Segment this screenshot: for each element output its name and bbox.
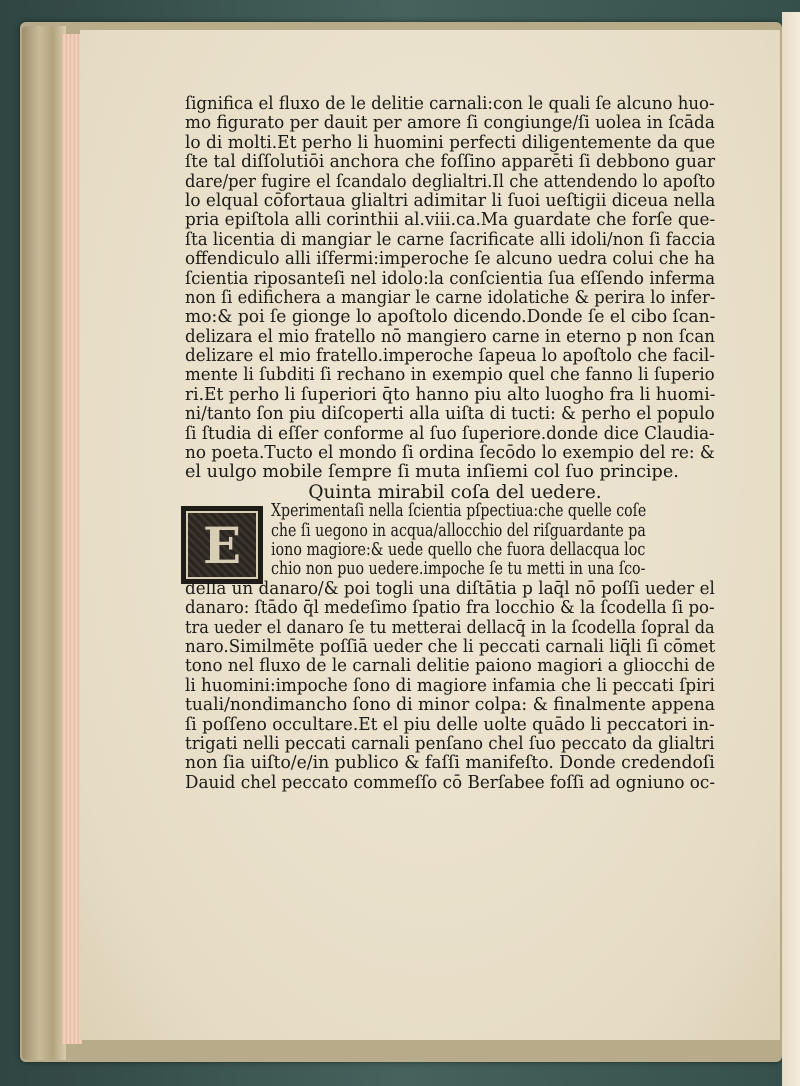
book-gutter (22, 26, 66, 1060)
text-line: ri.Et perho li ſuperiori q̄to hanno piu alto luogho fra li huomi- (185, 384, 716, 405)
initial-letter: E (202, 515, 242, 575)
text-line: danaro: ſtādo q̄l medeſimo ſpatio fra locchio & la ſcodella ſi po- (185, 598, 715, 619)
text-line: offendiculo alli iſfermi:imperoche ſe alcuno uedra colui che ha (185, 249, 716, 270)
text-block (185, 95, 715, 793)
chapter-heading: Quinta mirabil coſa del uedere. (308, 481, 602, 503)
text-line: tra ueder el danaro ſe tu metterai dellacq̄ in la ſcodella ſopral da (185, 617, 715, 638)
text-line: della un danaro/& poi togli una diſtātia p laq̄l nō poſſi ueder el (185, 578, 715, 599)
text-line: tuali/nondimancho ſono di minor colpa: & finalmente appena (185, 695, 715, 716)
text-line: mente li ſubditi ſi rechano in exempio quel che fanno li ſuperio (185, 365, 715, 386)
text-line: pria epiſtola alli corinthii al.viii.ca.Ma guardate che forſe que- (185, 210, 716, 231)
text-line: dare/per fugire el ſcandalo deglialtri.Il che attendendo lo apoſto (185, 171, 716, 192)
text-line: naro.Similmēte poſſiā ueder che li peccati carnali liq̄li ſi cōmet (185, 636, 716, 657)
text-line: el uulgo mobile ſempre ſi muta inſiemi col ſuo principe. (185, 462, 679, 483)
text-line: ſcientia riposanteſi nel idolo:la conſcientia ſua eſſendo inferma (185, 268, 716, 289)
text-line: iono magiore:& uede quello che fuora dellacqua loc (271, 539, 646, 560)
text-line: delizare el mio fratello.imperoche ſapeua lo apoſtolo che facil- (185, 346, 715, 367)
facing-page-edge (782, 12, 800, 1086)
text-line: mo:& poi ſe gionge lo apoſtolo dicendo.Donde ſe el cibo ſcan- (185, 307, 716, 328)
initial-paragraph (185, 502, 715, 580)
text-line: ſi poſſeno occultare.Et el piu delle uolte quādo li peccatori in- (185, 714, 715, 735)
text-line: Xperimentaſi nella ſcientia pſpectiua:che quelle coſe (271, 501, 647, 522)
text-line: li huomini:impoche ſono di magiore infamia che li peccati ſpiri (185, 675, 715, 696)
text-line: tono nel fluxo de le carnali delitie paiono magiori a gliocchi de (185, 656, 716, 677)
text-line: Dauid chel peccato commeſſo cō Berſabee foſſi ad ogniuno oc- (185, 772, 715, 793)
text-line: mo figurato per dauit per amore ſi congiunge/ſi uolea in ſcāda (185, 113, 715, 134)
text-line: no poeta.Tucto el mondo ſi ordina ſecōdo lo exempio del re: & (185, 443, 715, 464)
text-line: ſta licentia di mangiar le carne ſacrificate alli idoli/non ſi faccia (185, 229, 716, 250)
text-line: ſignifica el fluxo de le delitie carnali:con le quali ſe alcuno huo- (185, 94, 715, 114)
text-line: ni/tanto ſon piu diſcoperti alla uiſta di tucti: & perho el populo (185, 404, 715, 425)
text-line: ſte tal diſſolutiōi anchora che foſſino apparēti ſi debbono guar (185, 152, 716, 173)
text-line: non ſi edifichera a mangiar le carne idolatiche & perira lo infer- (185, 287, 716, 308)
text-line: ſi ſtudia di eſſer conforme al ſuo ſuperiore.donde dice Claudia- (185, 423, 715, 444)
text-line: lo elqual cōfortaua glialtri adimitar li ſuoi ueſtigii diceua nella (185, 190, 716, 211)
text-line: non ſia uiſto/e/in publico & faſſi manifeſto. Donde credendoſi (185, 753, 715, 774)
text-line: delizara el mio fratello nō mangiero carne in eterno p non ſcan (185, 326, 715, 347)
text-line: che ſi uegono in acqua/allocchio del riſguardante pa (271, 520, 646, 541)
text-line: trigati nelli peccati carnali penſano chel ſuo peccato da glialtri (185, 733, 715, 754)
text-lines-bottom (185, 580, 715, 793)
text-lines-top (185, 95, 715, 483)
text-line: chio non puo uedere.impoche ſe tu metti in una ſco- (271, 559, 646, 580)
text-line: lo di molti.Et perho li huomini perfecti diligentemente da que (185, 132, 716, 153)
red-page-edges (62, 34, 82, 1044)
